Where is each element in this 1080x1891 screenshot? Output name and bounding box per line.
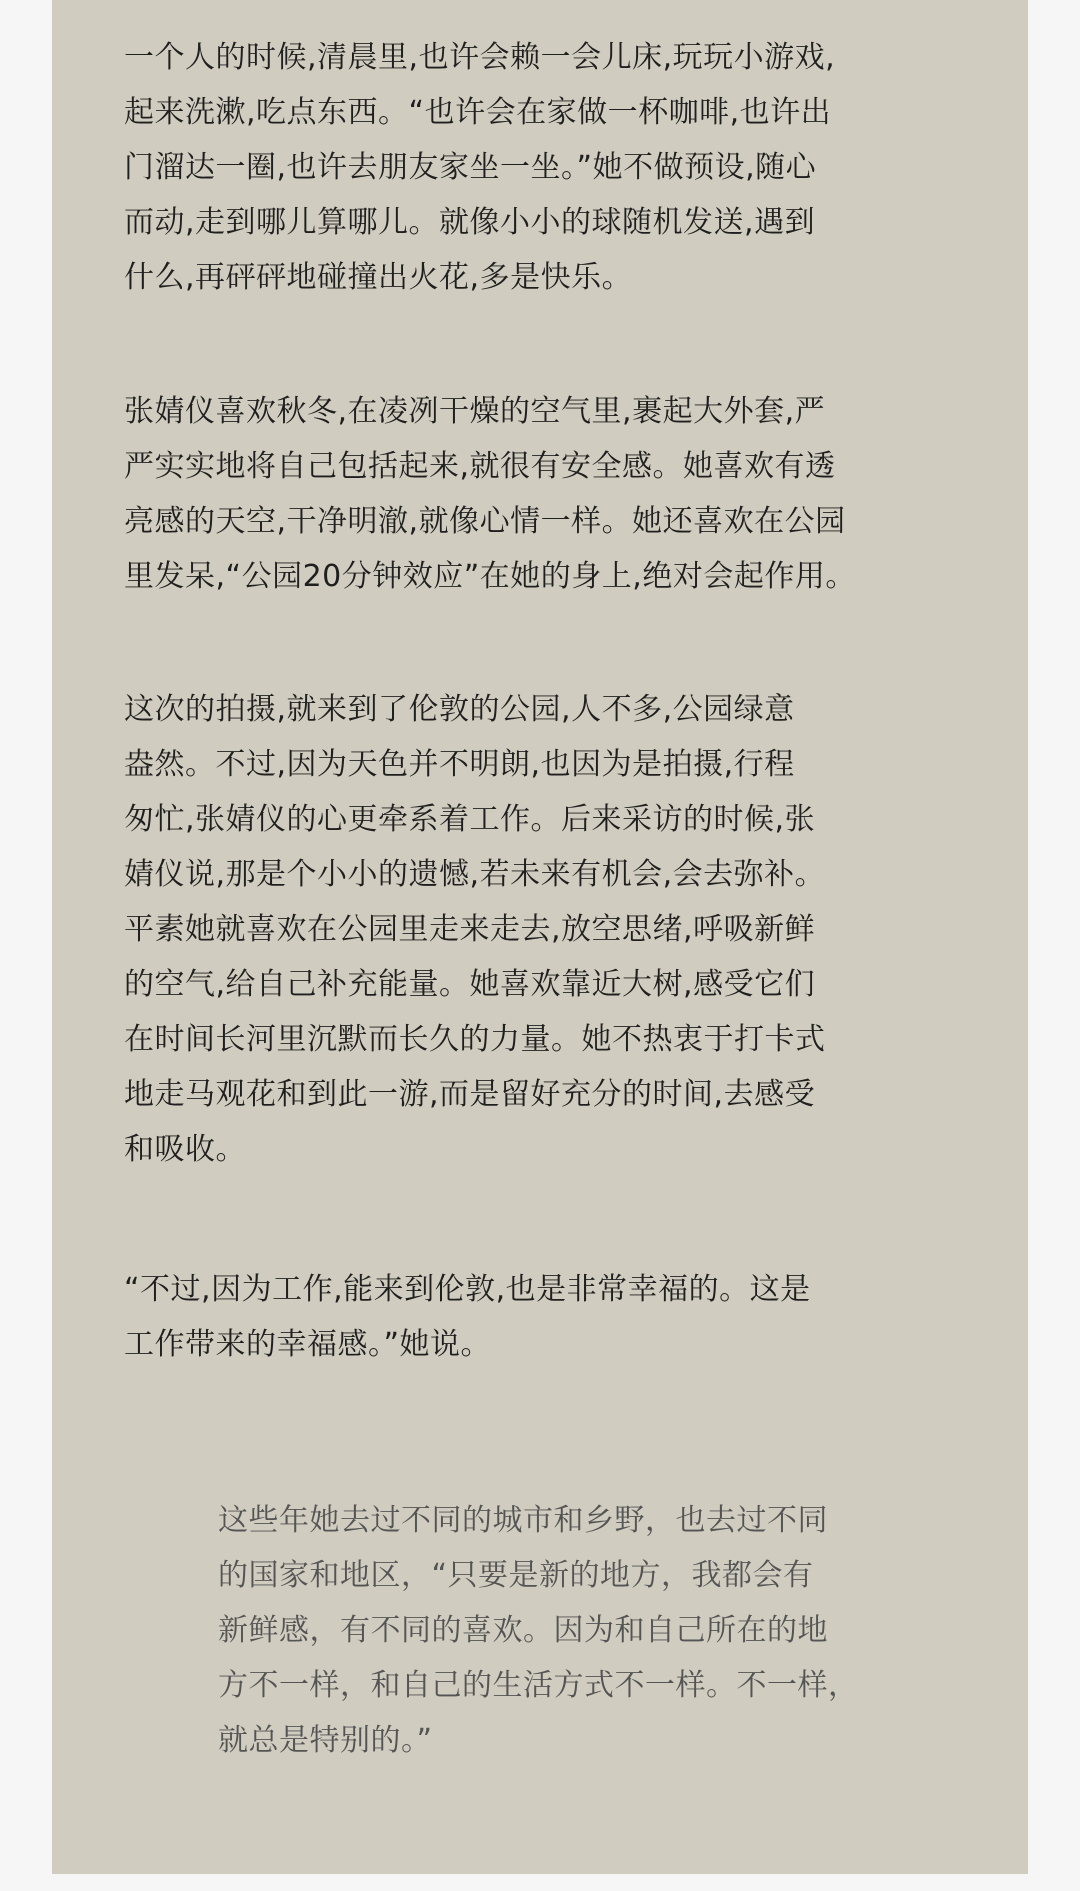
text-line: 一个人的时候,清晨里,也许会赖一会儿床,玩玩小游戏, [124, 40, 836, 75]
text-line: 婧仪说,那是个小小的遗憾,若未来有机会,会去弥补。 [124, 857, 826, 892]
paragraph-london-park [124, 682, 984, 1177]
quote-line: 新鲜感，有不同的喜欢。因为和自己所在的地 [218, 1613, 828, 1648]
paragraph-happiness-quote [124, 1262, 984, 1372]
text-line: 工作带来的幸福感。”她说。 [124, 1327, 492, 1362]
text-line: 这次的拍摄,就来到了伦敦的公园,人不多,公园绿意 [124, 692, 795, 727]
quote-line: 方不一样，和自己的生活方式不一样。不一样， [218, 1668, 859, 1703]
text-line: 严实实地将自己包括起来,就很有安全感。她喜欢有透 [124, 449, 836, 484]
text-line: 平素她就喜欢在公园里走来走去,放空思绪,呼吸新鲜 [124, 912, 816, 947]
paragraph-autumn-winter [124, 384, 984, 604]
text-line: “不过,因为工作,能来到伦敦,也是非常幸福的。这是 [124, 1272, 811, 1307]
text-line: 在时间长河里沉默而长久的力量。她不热衷于打卡式 [124, 1022, 826, 1057]
text-line: 盎然。不过,因为天色并不明朗,也因为是拍摄,行程 [124, 747, 795, 782]
text-line: 匆忙,张婧仪的心更牵系着工作。后来采访的时候,张 [124, 802, 816, 837]
text-line: 和吸收。 [124, 1132, 246, 1167]
text-line: 里发呆,“公园20分钟效应”在她的身上,绝对会起作用。 [124, 559, 856, 594]
text-line: 亮感的天空,干净明澈,就像心情一样。她还喜欢在公园 [124, 504, 846, 539]
text-line: 门溜达一圈,也许去朋友家坐一坐。”她不做预设,随心 [124, 150, 817, 185]
text-line: 张婧仪喜欢秋冬,在凌冽干燥的空气里,裹起大外套,严 [124, 394, 826, 429]
text-line: 而动,走到哪儿算哪儿。就像小小的球随机发送,遇到 [124, 205, 816, 240]
text-line: 地走马观花和到此一游,而是留好充分的时间,去感受 [124, 1077, 816, 1112]
text-line: 的空气,给自己补充能量。她喜欢靠近大树,感受它们 [124, 967, 816, 1002]
text-line: 起来洗漱,吃点东西。“也许会在家做一杯咖啡,也许出 [124, 95, 832, 130]
quote-line: 就总是特别的。” [218, 1723, 433, 1758]
pull-quote [218, 1493, 918, 1768]
quote-line: 这些年她去过不同的城市和乡野，也去过不同 [218, 1503, 828, 1538]
paragraph-morning-routine [124, 30, 984, 305]
quote-line: 的国家和地区，“只要是新的地方，我都会有 [218, 1558, 814, 1593]
article-panel [52, 0, 1028, 1874]
text-line: 什么,再砰砰地碰撞出火花,多是快乐。 [124, 260, 633, 295]
